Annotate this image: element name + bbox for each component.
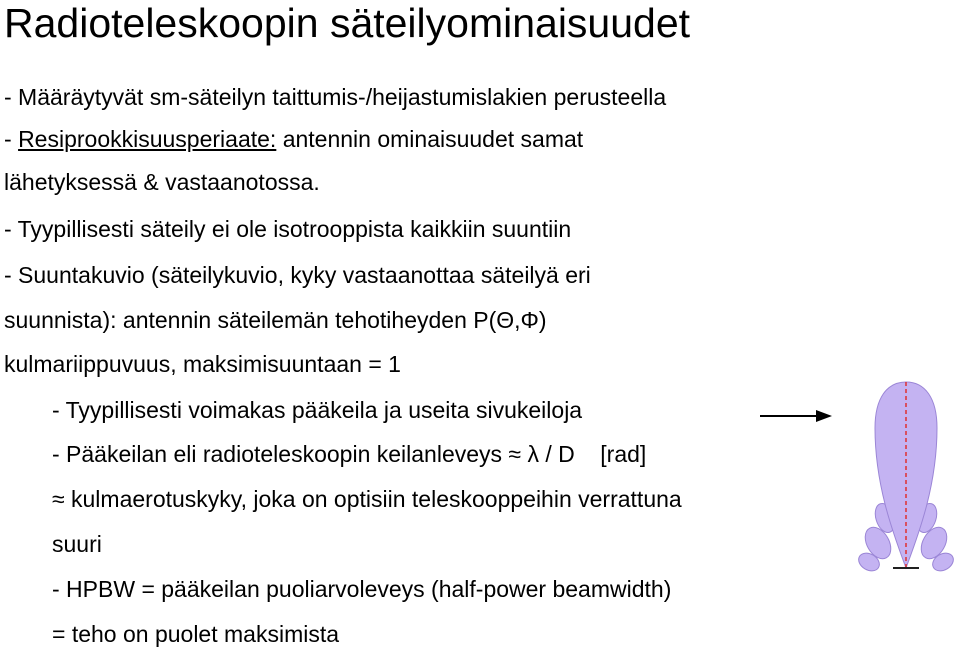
sub-bullet-line-3: ≈ kulmaerotuskyky, joka on optisiin teleskooppeihin verrattuna	[52, 486, 682, 512]
bullet-line-2	[4, 125, 583, 153]
sub-bullet-line-2: - Pääkeilan eli radioteleskoopin keilanleveys ≈ λ / D [rad]	[52, 441, 647, 467]
bullet-line-1: - Määräytyvät sm-säteilyn taittumis-/heijastumislakien perusteella	[4, 84, 667, 110]
page-title: Radioteleskoopin säteilyominaisuudet	[4, 0, 691, 46]
bullet-line-7: kulmariippuvuus, maksimisuuntaan = 1	[4, 351, 401, 377]
bullet-prefix: -	[4, 126, 19, 152]
sub-bullet-line-4: suuri	[52, 531, 102, 557]
sub-bullet-line-5: - HPBW = pääkeilan puoliarvoleveys (half-power beamwidth)	[52, 576, 672, 602]
bullet-line-5: - Suuntakuvio (säteilykuvio, kyky vastaanottaa säteilyä eri	[4, 262, 591, 288]
bullet-line-2-rest: antennin ominaisuudet samat	[276, 126, 584, 152]
sub-bullet-line-1: - Tyypillisesti voimakas pääkeila ja useita sivukeiloja	[52, 397, 583, 423]
bullet-line-4: - Tyypillisesti säteily ei ole isotrooppista kaikkiin suuntiin	[4, 216, 572, 242]
bullet-line-3: lähetyksessä & vastaanotossa.	[4, 169, 320, 195]
sub-bullet-line-6: = teho on puolet maksimista	[52, 621, 340, 647]
right-arrow-icon	[760, 408, 832, 424]
beam-pattern-icon	[857, 378, 955, 572]
reciprocity-link[interactable]: Resiprookkisuusperiaate:	[18, 126, 277, 152]
bullet-line-6: suunnista): antennin säteilemän tehotiheyden P(Θ,Φ)	[4, 307, 547, 333]
